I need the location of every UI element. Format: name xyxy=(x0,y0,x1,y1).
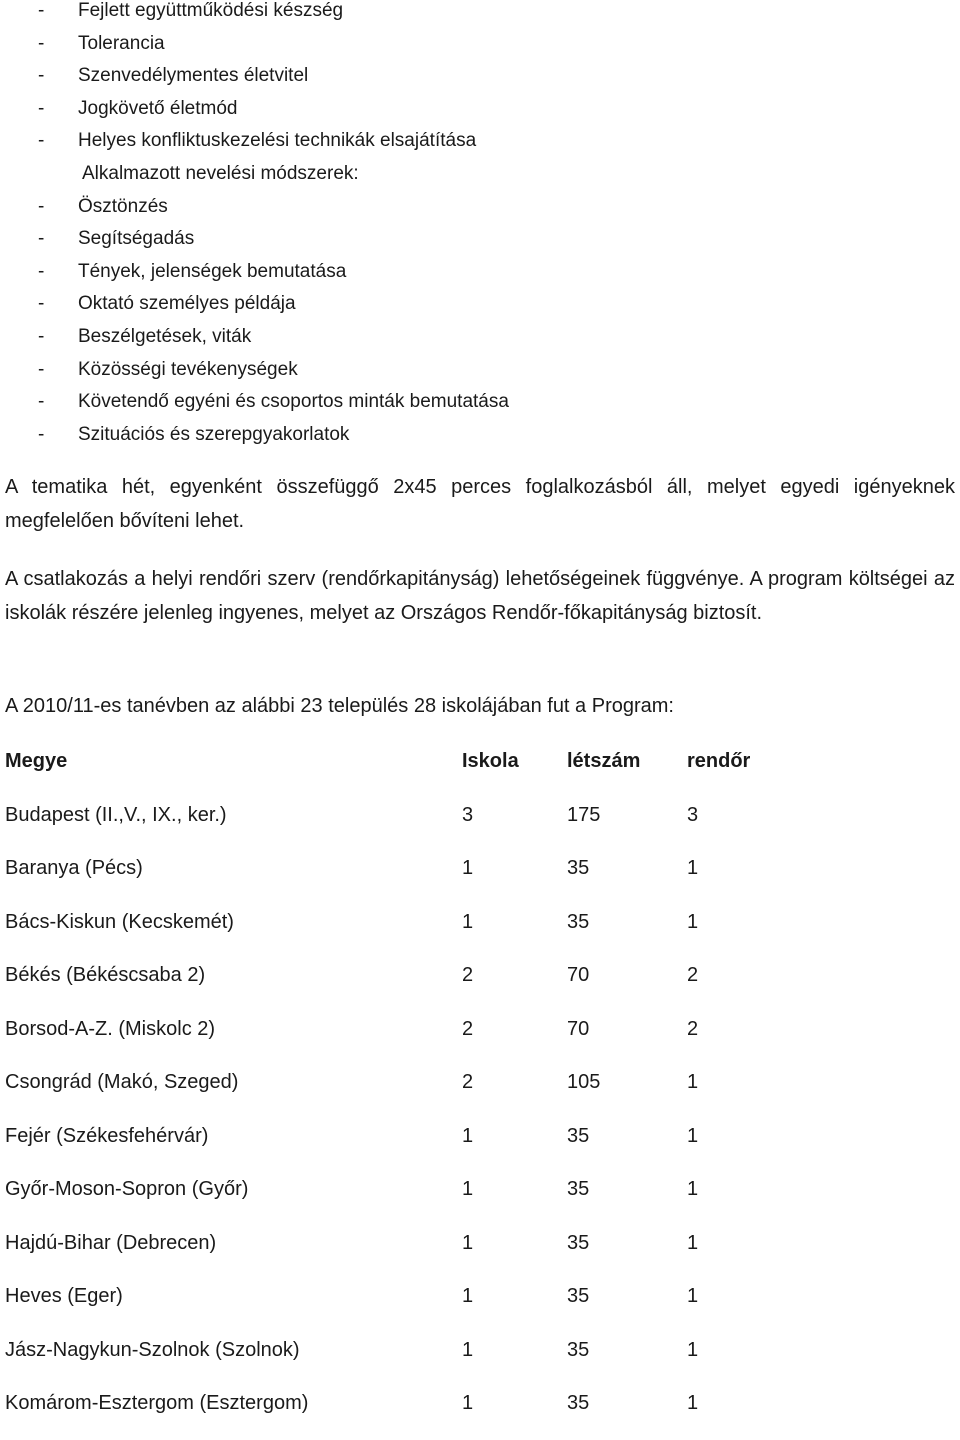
cell-megye: Jász-Nagykun-Szolnok (Szolnok) xyxy=(5,1338,300,1361)
cell-megye: Csongrád (Makó, Szeged) xyxy=(5,1071,239,1093)
list-item xyxy=(0,33,960,66)
list-item-text: Fejlett együttműködési készség xyxy=(78,0,344,21)
cell-letszam: 35 xyxy=(567,857,590,879)
cell-rendor: 1 xyxy=(687,1178,699,1200)
cell-iskola: 1 xyxy=(462,857,474,879)
table-row xyxy=(5,1012,955,1066)
cell-megye: Baranya (Pécs) xyxy=(5,857,143,879)
cell-megye: Heves (Eger) xyxy=(5,1285,123,1307)
list-item xyxy=(0,391,960,424)
list-item-text: Közösségi tevékenységek xyxy=(78,358,298,380)
list-dash: - xyxy=(38,423,45,445)
cell-megye: Fejér (Székesfehérvár) xyxy=(5,1124,209,1147)
table-row xyxy=(5,851,955,905)
list-item-text: Ösztönzés xyxy=(78,195,168,217)
header-iskola: Iskola xyxy=(462,750,519,772)
cell-rendor: 1 xyxy=(687,910,699,933)
list-item-text: Segítségadás xyxy=(78,228,195,250)
paragraph-csatlakozas: A csatlakozás a helyi rendőri szerv (rendőrkapitányság) lehetőségeinek függvénye. A program költségei az iskolák részére jelenleg ingyenes, melyet az Országos Rendőr-főkapitányság biztosít. xyxy=(5,568,955,624)
header-megye: Megye xyxy=(5,750,68,772)
list-item-text: Oktató személyes példája xyxy=(78,293,296,315)
list-item-text: Helyes konfliktuskezelési technikák elsajátítása xyxy=(78,130,477,152)
cell-rendor: 1 xyxy=(687,1231,699,1254)
cell-letszam: 35 xyxy=(567,1338,590,1361)
list-item xyxy=(0,228,960,261)
table-body xyxy=(5,798,955,1440)
list-item xyxy=(0,98,960,131)
cell-letszam: 35 xyxy=(567,1392,590,1414)
cell-letszam: 35 xyxy=(567,1124,590,1147)
list-item-text: Tények, jelenségek bemutatása xyxy=(78,260,347,282)
cell-letszam: 35 xyxy=(567,910,590,933)
list-dash: - xyxy=(38,32,45,54)
cell-iskola: 1 xyxy=(462,1231,474,1254)
list-item-text: Szenvedélymentes életvitel xyxy=(78,65,309,87)
list-item xyxy=(0,196,960,229)
list-item-text: Jogkövető életmód xyxy=(78,97,238,119)
table-row xyxy=(5,1065,955,1119)
table-row xyxy=(5,1119,955,1173)
list-item xyxy=(0,424,960,457)
table-row xyxy=(5,1279,955,1333)
cell-megye: Komárom-Esztergom (Esztergom) xyxy=(5,1392,309,1414)
cell-rendor: 1 xyxy=(687,857,699,879)
methods-heading xyxy=(0,163,960,196)
header-rendor: rendőr xyxy=(687,750,751,772)
cell-iskola: 2 xyxy=(462,1017,474,1040)
cell-letszam: 70 xyxy=(567,1017,590,1040)
list-item xyxy=(0,359,960,392)
cell-iskola: 3 xyxy=(462,803,474,826)
cell-letszam: 175 xyxy=(567,803,601,826)
cell-letszam: 70 xyxy=(567,964,590,986)
table-row xyxy=(5,798,955,852)
list-item xyxy=(0,65,960,98)
cell-megye: Hajdú-Bihar (Debrecen) xyxy=(5,1231,217,1254)
list-item xyxy=(0,293,960,326)
methods-heading-text: Alkalmazott nevelési módszerek: xyxy=(82,162,359,184)
cell-megye: Budapest (II.,V., IX., ker.) xyxy=(5,803,227,826)
list-item-text: Tolerancia xyxy=(78,32,165,54)
cell-rendor: 1 xyxy=(687,1338,699,1361)
cell-letszam: 105 xyxy=(567,1071,601,1093)
cell-megye: Békés (Békéscsaba 2) xyxy=(5,964,206,986)
table-row xyxy=(5,1172,955,1226)
list-dash: - xyxy=(38,130,45,152)
table-row xyxy=(5,1226,955,1280)
list-dash: - xyxy=(38,325,45,347)
paragraph-tematika: A tematika hét, egyenként összefüggő 2x45 perces foglalkozásból áll, melyet egyedi igényeknek megfelelően bővíteni lehet. xyxy=(5,476,955,532)
list-dash: - xyxy=(38,195,45,217)
cell-iskola: 1 xyxy=(462,1392,474,1414)
cell-iskola: 2 xyxy=(462,1071,474,1093)
cell-iskola: 1 xyxy=(462,1124,474,1147)
cell-letszam: 35 xyxy=(567,1285,590,1307)
table-row xyxy=(5,958,955,1012)
table-row xyxy=(5,905,955,959)
table-header-row xyxy=(5,744,955,798)
list-dash: - xyxy=(38,260,45,282)
cell-letszam: 35 xyxy=(567,1231,590,1254)
cell-rendor: 3 xyxy=(687,803,699,826)
cell-iskola: 2 xyxy=(462,964,474,986)
list-dash: - xyxy=(38,293,45,315)
table-row xyxy=(5,1333,955,1387)
list-item-text: Követendő egyéni és csoportos minták bemutatása xyxy=(78,391,509,413)
cell-rendor: 1 xyxy=(687,1071,699,1093)
cell-rendor: 2 xyxy=(687,1017,699,1040)
header-letszam: létszám xyxy=(567,750,641,772)
cell-rendor: 1 xyxy=(687,1392,699,1414)
cell-megye: Győr-Moson-Sopron (Győr) xyxy=(5,1178,249,1200)
cell-iskola: 1 xyxy=(462,910,474,933)
cell-rendor: 1 xyxy=(687,1285,699,1307)
schools-table xyxy=(5,744,955,1440)
cell-iskola: 1 xyxy=(462,1338,474,1361)
list-item xyxy=(0,261,960,294)
list-item xyxy=(0,326,960,359)
cell-rendor: 2 xyxy=(687,964,699,986)
list-dash: - xyxy=(38,358,45,380)
bullet-list xyxy=(0,0,960,456)
cell-megye: Borsod-A-Z. (Miskolc 2) xyxy=(5,1017,216,1040)
list-dash: - xyxy=(38,65,45,87)
list-dash: - xyxy=(38,391,45,413)
cell-iskola: 1 xyxy=(462,1178,474,1200)
cell-iskola: 1 xyxy=(462,1285,474,1307)
list-item-text: Szituációs és szerepgyakorlatok xyxy=(78,423,350,445)
list-item xyxy=(0,130,960,163)
table-row xyxy=(5,1386,955,1440)
cell-letszam: 35 xyxy=(567,1178,590,1200)
list-dash: - xyxy=(38,0,45,21)
list-dash: - xyxy=(38,228,45,250)
list-item xyxy=(0,0,960,33)
paragraph-program-intro: A 2010/11-es tanévben az alábbi 23 település 28 iskolájában fut a Program: xyxy=(5,695,674,717)
cell-rendor: 1 xyxy=(687,1124,699,1147)
cell-megye: Bács-Kiskun (Kecskemét) xyxy=(5,910,234,933)
list-item-text: Beszélgetések, viták xyxy=(78,325,252,347)
list-dash: - xyxy=(38,97,45,119)
